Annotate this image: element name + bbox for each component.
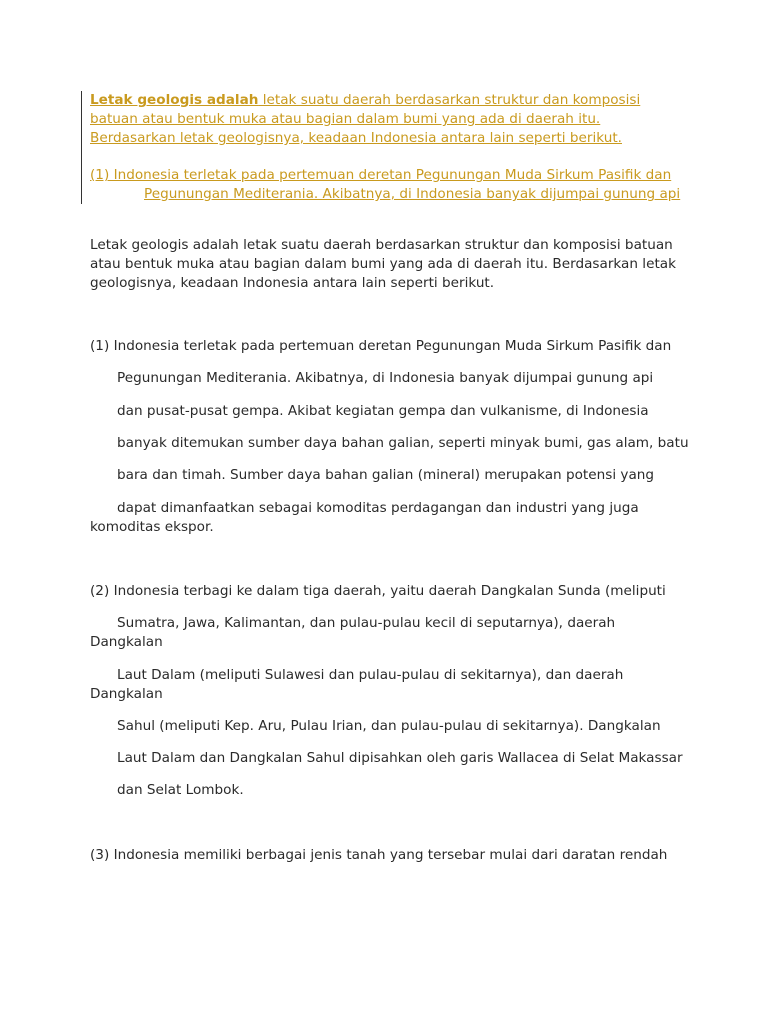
document-body <box>90 236 690 865</box>
paragraph-1-line-3: dan pusat-pusat gempa. Akibat kegiatan gempa dan vulkanisme, di Indonesia <box>117 403 649 419</box>
paragraph-1-line-2: Pegunungan Mediterania. Akibatnya, di Indonesia banyak dijumpai gunung api <box>117 370 654 386</box>
tracked-item1-line2: Pegunungan Mediterania. Akibatnya, di Indonesia banyak dijumpai gunung api <box>144 186 681 202</box>
paragraph-2-line-5: Laut Dalam dan Dangkalan Sahul dipisahkan oleh garis Wallacea di Selat Makassar <box>117 750 683 766</box>
paragraph-2-line-1: (2) Indonesia terbagi ke dalam tiga daerah, yaitu daerah Dangkalan Sunda (meliputi <box>90 583 666 599</box>
tracked-intro-text: letak suatu daerah berdasarkan struktur dan komposisi batuan atau bentuk muka atau bagian dalam bumi yang ada di daerah itu. Berdasarkan letak geologisnya, keadaan Indonesia antara lain seperti berikut. <box>90 92 641 146</box>
tracked-item1-line1: (1) Indonesia terletak pada pertemuan deretan Pegunungan Muda Sirkum Pasifik dan <box>90 167 672 183</box>
tracked-intro <box>90 91 690 148</box>
tracked-title: Letak geologis adalah <box>90 92 259 108</box>
paragraph-2-line-6: dan Selat Lombok. <box>117 782 244 798</box>
paragraph-2-line-3: Laut Dalam (meliputi Sulawesi dan pulau-pulau di sekitarnya), dan daerah Dangkalan <box>90 667 624 702</box>
paragraph-1-line-5: bara dan timah. Sumber daya bahan galian (mineral) merupakan potensi yang <box>117 467 655 483</box>
paragraph-1-line-6: dapat dimanfaatkan sebagai komoditas perdagangan dan industri yang juga komoditas ekspor. <box>90 500 639 535</box>
paragraph-3-line-1: (3) Indonesia memiliki berbagai jenis tanah yang tersebar mulai dari daratan rendah <box>90 847 668 863</box>
paragraph-2-line-4: Sahul (meliputi Kep. Aru, Pulau Irian, dan pulau-pulau di sekitarnya). Dangkalan <box>117 718 661 734</box>
spacer <box>90 148 690 166</box>
paragraph-intro: Letak geologis adalah letak suatu daerah berdasarkan struktur dan komposisi batuan atau bentuk muka atau bagian dalam bumi yang ada di daerah itu. Berdasarkan letak geologisnya, keadaan Indonesia antara lain seperti berikut. <box>90 237 676 291</box>
paragraph-2-line-2: Sumatra, Jawa, Kalimantan, dan pulau-pulau kecil di seputarnya), daerah Dangkalan <box>90 615 616 650</box>
paragraph-1-line-1: (1) Indonesia terletak pada pertemuan deretan Pegunungan Muda Sirkum Pasifik dan <box>90 338 672 354</box>
paragraph-1-line-4: banyak ditemukan sumber daya bahan galian, seperti minyak bumi, gas alam, batu <box>117 435 689 451</box>
tracked-change-block <box>81 91 690 204</box>
